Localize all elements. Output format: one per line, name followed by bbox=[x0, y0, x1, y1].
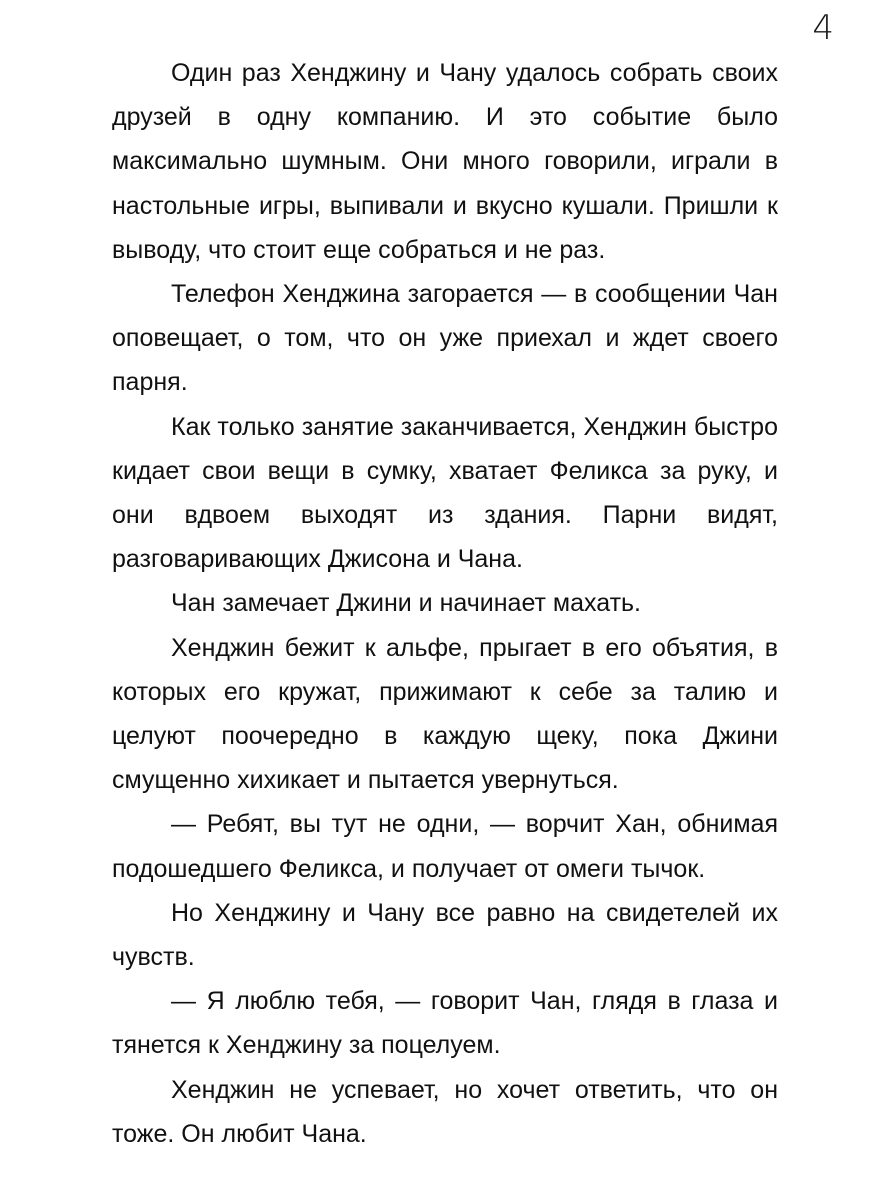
paragraph: — Ребят, вы тут не одни, — ворчит Хан, обнимая подошедшего Феликса, и получает от омеги тычок. bbox=[112, 810, 778, 883]
paragraph: Телефон Хенджина загорается — в сообщении Чан оповещает, о том, что он уже приехал и ждет своего парня. bbox=[112, 280, 778, 397]
paragraph: Хенджин бежит к альфе, прыгает в его объятия, в которых его кружат, прижимают к себе за талию и целуют поочередно в каждую щеку, пока Джини смущенно хихикает и пытается увернуться. bbox=[112, 633, 778, 795]
paragraph: Но Хенджину и Чану все равно на свидетелей их чувств. bbox=[112, 898, 778, 972]
body-text bbox=[112, 51, 778, 1156]
paragraph: Как только занятие заканчивается, Хенджин быстро кидает свои вещи в сумку, хватает Феликса за руку, и они вдвоем выходят из здания. Парни видят, разговаривающих Джисона и Чана. bbox=[112, 412, 778, 574]
paragraph: Чан замечает Джини и начинает махать. bbox=[171, 589, 642, 618]
page-number: 4 bbox=[812, 8, 834, 48]
paragraph: Один раз Хенджину и Чану удалось собрать своих друзей в одну компанию. И это событие было максимально шумным. Они много говорили, играли в настольные игры, выпивали и вкусно кушали. Пришли к выводу, что стоит еще собраться и не раз. bbox=[112, 59, 778, 264]
paragraph: — Я люблю тебя, — говорит Чан, глядя в глаза и тянется к Хенджину за поцелуем. bbox=[112, 987, 778, 1060]
paragraph: Хенджин не успевает, но хочет ответить, что он тоже. Он любит Чана. bbox=[112, 1075, 778, 1148]
